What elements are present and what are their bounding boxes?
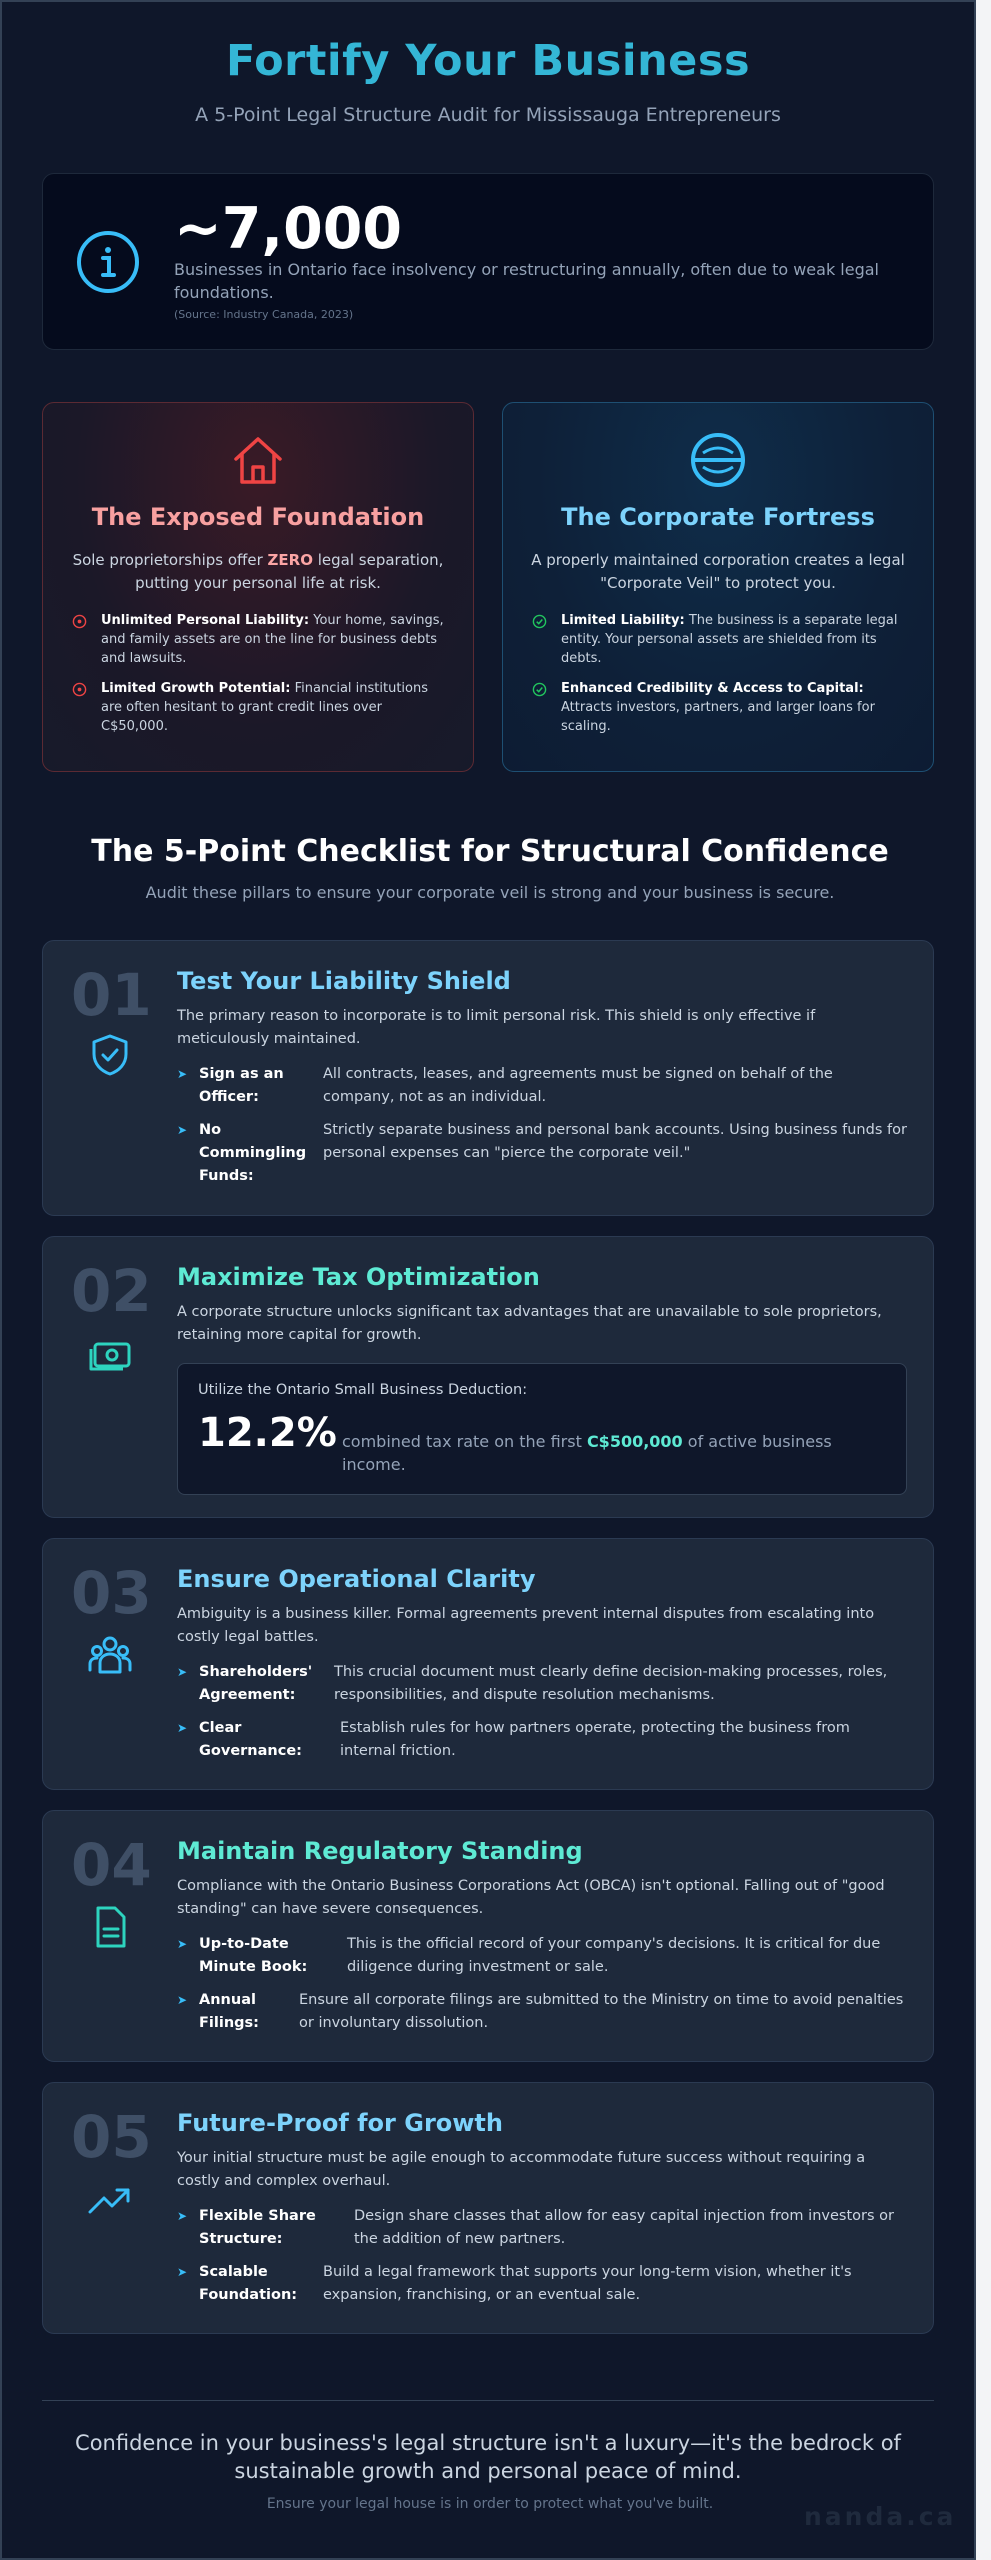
trending-up-icon	[87, 2176, 133, 2222]
stat-source: (Source: Industry Canada, 2023)	[174, 308, 354, 321]
info-circle-icon	[75, 229, 141, 295]
step-body	[177, 1837, 907, 2045]
step-text: Your initial structure must be agile enough to accommodate future success without requiring a costly and complex overhaul.	[177, 2150, 866, 2189]
step-text: The primary reason to incorporate is to limit personal risk. This shield is only effective if meticulously maintained.	[177, 1008, 816, 1047]
list-item	[177, 1661, 907, 1707]
fortress-intro: A properly maintained corporation creates a legal "Corporate Veil" to protect you.	[531, 551, 905, 592]
tax-desc-text-end: of active business income.	[342, 1432, 832, 1474]
watermark: nanda.ca	[804, 2502, 957, 2531]
list-item	[531, 611, 905, 668]
step-title: Ensure Operational Clarity	[177, 1565, 536, 1593]
exposed-list	[71, 611, 445, 736]
list-item	[177, 2205, 907, 2251]
step-card-04	[42, 1810, 934, 2062]
item-label: Unlimited Personal Liability:	[101, 613, 310, 628]
list-item	[177, 2261, 907, 2307]
house-icon	[229, 431, 287, 489]
stat-description: Businesses in Ontario face insolvency or restructuring annually, often due to weak legal foundations.	[174, 260, 879, 302]
item-text: All contracts, leases, and agreements must be signed on behalf of the company, not as an individual.	[323, 1066, 833, 1105]
closing-subtext: Ensure your legal house is in order to protect what you've built.	[266, 2496, 714, 2512]
item-text: Your home, savings, and family assets are on the line for business debts and lawsuits.	[101, 613, 444, 666]
item-text: This crucial document must clearly define decision-making processes, roles, responsibilities, and dispute resolution mechanisms.	[334, 1664, 888, 1703]
step-number: 04	[71, 1831, 152, 1899]
list-item	[177, 1933, 907, 1979]
step-title: Future-Proof for Growth	[177, 2109, 503, 2137]
exposed-intro-text-end: legal separation, putting your personal life at risk.	[135, 551, 444, 592]
item-label: Flexible Share Structure:	[199, 2208, 316, 2247]
item-label: Up-to-Date Minute Book:	[199, 1936, 308, 1975]
header	[2, 2, 974, 126]
step-body	[177, 967, 907, 1198]
page-subtitle: A 5-Point Legal Structure Audit for Mississauga Entrepreneurs	[195, 104, 781, 126]
tax-rate: 12.2%	[198, 1410, 337, 1456]
x-circle-icon	[72, 682, 87, 697]
step-title: Test Your Liability Shield	[177, 967, 511, 995]
item-label: Shareholders' Agreement:	[199, 1664, 313, 1703]
step-text: A corporate structure unlocks significant tax advantages that are unavailable to sole proprietors, retaining more capital for growth.	[177, 1304, 882, 1343]
checklist-title: The 5-Point Checklist for Structural Confidence	[91, 834, 889, 869]
tax-deduction-box	[177, 1363, 907, 1495]
list-item	[71, 679, 445, 736]
item-label: Sign as an Officer:	[199, 1066, 284, 1105]
item-text: Attracts investors, partners, and larger loans for scaling.	[561, 700, 875, 734]
step-title: Maintain Regulatory Standing	[177, 1837, 583, 1865]
stat-number: ~7,000	[174, 196, 403, 262]
tax-description	[342, 1430, 862, 1476]
tax-label: Utilize the Ontario Small Business Deduction:	[198, 1382, 528, 1398]
step-number: 03	[71, 1559, 152, 1627]
checklist-header	[2, 834, 976, 902]
step-text: Compliance with the Ontario Business Corporations Act (OBCA) isn't optional. Falling out of "good standing" can have severe consequences.	[177, 1878, 885, 1917]
check-circle-icon	[532, 682, 547, 697]
exposed-intro-text: Sole proprietorships offer	[72, 551, 268, 569]
item-text: Establish rules for how partners operate, protecting the business from internal friction.	[340, 1720, 850, 1759]
list-item	[71, 611, 445, 668]
exposed-foundation-card	[42, 402, 474, 772]
item-label: Scalable Foundation:	[199, 2264, 298, 2303]
fortress-list	[531, 611, 905, 736]
corporate-fortress-card	[502, 402, 934, 772]
stat-card	[42, 173, 934, 350]
fortress-title: The Corporate Fortress	[561, 503, 875, 531]
step-text: Ambiguity is a business killer. Formal agreements prevent internal disputes from escalating into costly legal battles.	[177, 1606, 875, 1645]
step-number: 05	[71, 2103, 152, 2171]
tax-desc-text: combined tax rate on the first	[342, 1432, 587, 1451]
step-list	[177, 1063, 907, 1188]
item-text: Ensure all corporate filings are submitted to the Ministry on time to avoid penalties or involuntary dissolution.	[299, 1992, 904, 2031]
step-body	[177, 1263, 907, 1495]
zero-highlight: ZERO	[267, 551, 313, 569]
arrow-icon: ➤	[177, 2265, 188, 2279]
item-label: No Commingling Funds:	[199, 1122, 307, 1184]
step-number: 02	[71, 1257, 152, 1325]
step-card-05	[42, 2082, 934, 2334]
shield-emblem-icon	[689, 431, 747, 489]
item-label: Limited Growth Potential:	[101, 681, 291, 696]
item-text: Build a legal framework that supports your long-term vision, whether it's expansion, franchising, or an eventual sale.	[323, 2264, 852, 2303]
item-text: Financial institutions are often hesitant to grant credit lines over C$50,000.	[101, 681, 429, 734]
step-number: 01	[71, 961, 152, 1029]
item-text: Design share classes that allow for easy capital injection from investors or the addition of new partners.	[354, 2208, 894, 2247]
cash-icon	[87, 1331, 133, 1377]
page-title: Fortify Your Business	[225, 36, 751, 86]
item-label: Limited Liability:	[561, 613, 685, 628]
shield-check-icon	[87, 1032, 133, 1078]
divider	[42, 2400, 934, 2401]
check-circle-icon	[532, 614, 547, 629]
exposed-title: The Exposed Foundation	[91, 503, 425, 531]
step-card-03	[42, 1538, 934, 1790]
list-item	[177, 1063, 907, 1109]
arrow-icon: ➤	[177, 1123, 188, 1137]
item-label: Clear Governance:	[199, 1720, 302, 1759]
list-item	[177, 1119, 907, 1188]
exposed-intro	[71, 549, 445, 595]
list-item	[531, 679, 905, 736]
tax-threshold: C$500,000	[586, 1432, 683, 1451]
checklist-subtitle: Audit these pillars to ensure your corporate veil is strong and your business is secure.	[145, 883, 835, 902]
step-list	[177, 1933, 907, 2035]
users-icon	[87, 1632, 133, 1678]
item-label: Annual Filings:	[199, 1992, 259, 2031]
arrow-icon: ➤	[177, 1721, 188, 1735]
x-circle-icon	[72, 614, 87, 629]
arrow-icon: ➤	[177, 2209, 188, 2223]
document-icon	[87, 1904, 133, 1950]
item-text: Strictly separate business and personal bank accounts. Using business funds for personal expenses can "pierce the corporate veil."	[323, 1122, 907, 1161]
step-list	[177, 1661, 907, 1763]
list-item	[177, 1717, 907, 1763]
item-text: This is the official record of your company's decisions. It is critical for due diligence during investment or sale.	[347, 1936, 881, 1975]
step-title: Maximize Tax Optimization	[177, 1263, 540, 1291]
arrow-icon: ➤	[177, 1937, 188, 1951]
arrow-icon: ➤	[177, 1993, 188, 2007]
list-item	[177, 1989, 907, 2035]
step-body	[177, 1565, 907, 1773]
arrow-icon: ➤	[177, 1665, 188, 1679]
step-card-01	[42, 940, 934, 1216]
arrow-icon: ➤	[177, 1067, 188, 1081]
step-list	[177, 2205, 907, 2307]
step-body	[177, 2109, 907, 2317]
step-card-02	[42, 1236, 934, 1518]
item-label: Enhanced Credibility & Access to Capital:	[561, 681, 864, 696]
item-text: The business is a separate legal entity. Your personal assets are shielded from its debts.	[561, 613, 898, 666]
closing-statement: Confidence in your business's legal structure isn't a luxury—it's the bedrock of sustainable growth and personal peace of mind.	[75, 2431, 901, 2483]
